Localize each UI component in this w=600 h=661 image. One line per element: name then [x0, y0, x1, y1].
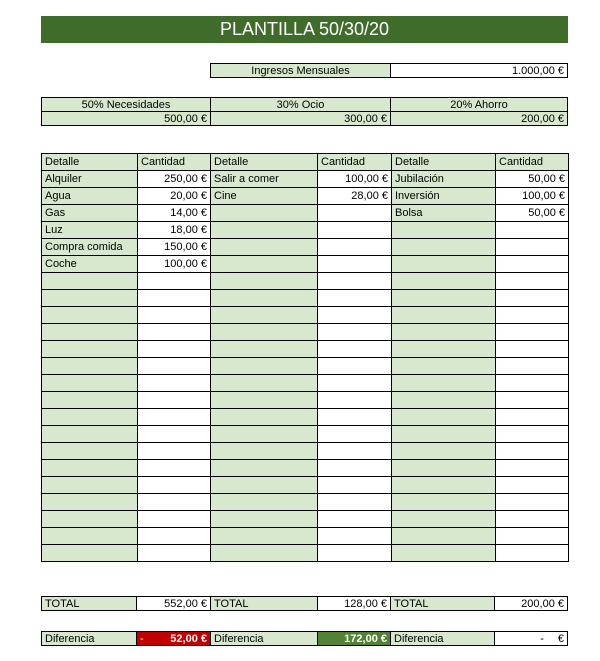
diff-leisure-label[interactable]: Diferencia [210, 631, 318, 646]
amount-cell[interactable] [138, 545, 211, 562]
amount-cell[interactable] [318, 205, 392, 222]
table-row [42, 273, 569, 290]
detail-cell[interactable] [42, 358, 138, 375]
amount-cell[interactable] [138, 460, 211, 477]
detail-cell[interactable] [211, 426, 318, 443]
amount-cell[interactable] [496, 443, 569, 460]
amount-cell[interactable] [318, 324, 392, 341]
amount-cell[interactable] [138, 494, 211, 511]
detail-cell[interactable] [211, 494, 318, 511]
amount-cell[interactable] [318, 307, 392, 324]
amount-cell[interactable] [318, 392, 392, 409]
detail-cell[interactable] [42, 307, 138, 324]
table-row [42, 511, 569, 528]
amount-cell[interactable] [138, 477, 211, 494]
table-row [42, 341, 569, 358]
detail-cell[interactable] [211, 239, 318, 256]
amount-cell[interactable] [318, 256, 392, 273]
amount-cell[interactable] [496, 307, 569, 324]
amount-cell[interactable] [496, 392, 569, 409]
detail-cell[interactable] [392, 307, 496, 324]
diff-savings-sign: - [540, 633, 544, 645]
detail-cell[interactable] [392, 375, 496, 392]
detail-cell[interactable] [42, 511, 138, 528]
detail-cell[interactable] [211, 205, 318, 222]
diff-leisure-value[interactable]: 172,00 € [317, 631, 391, 646]
detail-cell[interactable] [211, 375, 318, 392]
amount-cell[interactable]: 28,00 € [318, 188, 392, 205]
total-needs-label[interactable]: TOTAL [41, 596, 137, 611]
table-header-row [42, 154, 569, 171]
amount-cell[interactable]: 18,00 € [138, 222, 211, 239]
amount-cell[interactable] [138, 392, 211, 409]
table-row [42, 392, 569, 409]
amount-cell[interactable] [496, 239, 569, 256]
detail-cell[interactable] [392, 324, 496, 341]
detail-cell[interactable] [42, 528, 138, 545]
table-row [42, 324, 569, 341]
amount-cell[interactable] [318, 222, 392, 239]
detail-cell[interactable] [392, 392, 496, 409]
amount-cell[interactable] [496, 324, 569, 341]
detail-cell[interactable] [42, 392, 138, 409]
table-row [42, 205, 569, 222]
detail-cell[interactable]: Inversión [392, 188, 496, 205]
table-row [42, 545, 569, 562]
detail-cell[interactable] [211, 222, 318, 239]
amount-cell[interactable] [318, 375, 392, 392]
total-savings-value[interactable]: 200,00 € [494, 596, 568, 611]
column-header[interactable]: Cantidad [318, 154, 392, 171]
detail-cell[interactable] [211, 545, 318, 562]
detail-cell[interactable] [211, 290, 318, 307]
amount-cell[interactable]: 150,00 € [138, 239, 211, 256]
detail-cell[interactable] [42, 545, 138, 562]
detail-cell[interactable] [42, 409, 138, 426]
detail-cell[interactable] [211, 358, 318, 375]
amount-cell[interactable] [138, 443, 211, 460]
detail-cell[interactable]: Alquiler [42, 171, 138, 188]
amount-cell[interactable] [496, 511, 569, 528]
amount-cell[interactable] [318, 545, 392, 562]
amount-cell[interactable] [318, 290, 392, 307]
detail-cell[interactable] [42, 443, 138, 460]
amount-cell[interactable] [496, 222, 569, 239]
detail-cell[interactable] [211, 460, 318, 477]
amount-cell[interactable] [496, 358, 569, 375]
amount-cell[interactable]: 250,00 € [138, 171, 211, 188]
detail-cell[interactable] [211, 341, 318, 358]
amount-cell[interactable] [318, 443, 392, 460]
detail-cell[interactable] [211, 511, 318, 528]
detail-cell[interactable] [42, 494, 138, 511]
total-savings-label[interactable]: TOTAL [390, 596, 495, 611]
category-needs-amount[interactable]: 500,00 € [41, 111, 211, 126]
detail-cell[interactable] [392, 494, 496, 511]
column-header[interactable]: Detalle [211, 154, 318, 171]
amount-cell[interactable] [496, 477, 569, 494]
column-header[interactable]: Cantidad [496, 154, 569, 171]
detail-cell[interactable] [392, 273, 496, 290]
amount-cell[interactable] [318, 409, 392, 426]
amount-cell[interactable] [496, 409, 569, 426]
amount-cell[interactable] [138, 341, 211, 358]
detail-cell[interactable]: Jubilación [392, 171, 496, 188]
amount-cell[interactable] [138, 426, 211, 443]
column-header[interactable]: Cantidad [138, 154, 211, 171]
detail-cell[interactable] [211, 307, 318, 324]
table-row [42, 460, 569, 477]
diff-savings-value[interactable] [494, 631, 568, 646]
detail-cell[interactable] [42, 324, 138, 341]
amount-cell[interactable] [138, 307, 211, 324]
diff-needs-sign: - [140, 633, 144, 645]
amount-cell[interactable] [318, 426, 392, 443]
amount-cell[interactable] [496, 256, 569, 273]
detail-cell[interactable]: Bolsa [392, 205, 496, 222]
table-row [42, 290, 569, 307]
diff-savings-amount: € [557, 633, 564, 645]
amount-cell[interactable] [318, 460, 392, 477]
detail-cell[interactable] [392, 290, 496, 307]
detail-cell[interactable] [211, 324, 318, 341]
detail-cell[interactable] [211, 392, 318, 409]
category-savings-label[interactable]: 20% Ahorro [390, 97, 568, 112]
amount-cell[interactable] [138, 409, 211, 426]
amount-cell[interactable] [496, 528, 569, 545]
detail-cell[interactable]: Agua [42, 188, 138, 205]
income-label[interactable]: Ingresos Mensuales [210, 63, 391, 78]
amount-cell[interactable]: 50,00 € [496, 205, 569, 222]
amount-cell[interactable]: 100,00 € [496, 188, 569, 205]
amount-cell[interactable] [496, 460, 569, 477]
total-leisure-label[interactable]: TOTAL [210, 596, 318, 611]
detail-cell[interactable] [392, 443, 496, 460]
total-leisure-value[interactable]: 128,00 € [317, 596, 391, 611]
detail-cell[interactable] [392, 511, 496, 528]
amount-cell[interactable] [496, 426, 569, 443]
amount-cell[interactable] [138, 290, 211, 307]
amount-cell[interactable] [138, 528, 211, 545]
income-value[interactable]: 1.000,00 € [390, 63, 568, 78]
amount-cell[interactable] [496, 341, 569, 358]
table-row [42, 375, 569, 392]
diff-needs-label[interactable]: Diferencia [41, 631, 137, 646]
detail-cell[interactable] [392, 426, 496, 443]
detail-cell[interactable] [42, 341, 138, 358]
detail-cell[interactable] [392, 341, 496, 358]
table-row [42, 477, 569, 494]
category-needs-label[interactable]: 50% Necesidades [41, 97, 211, 112]
table-row [42, 222, 569, 239]
amount-cell[interactable] [496, 375, 569, 392]
amount-cell[interactable] [318, 494, 392, 511]
total-needs-value[interactable]: 552,00 € [136, 596, 211, 611]
table-row [42, 171, 569, 188]
table-row [42, 358, 569, 375]
table-row [42, 494, 569, 511]
amount-cell[interactable] [318, 528, 392, 545]
detail-cell[interactable]: Gas [42, 205, 138, 222]
detail-cell[interactable] [392, 222, 496, 239]
amount-cell[interactable] [496, 273, 569, 290]
detail-cell[interactable]: Compra comida [42, 239, 138, 256]
detail-cell[interactable] [211, 477, 318, 494]
table-row [42, 239, 569, 256]
table-row [42, 188, 569, 205]
table-row [42, 409, 569, 426]
detail-cell[interactable] [42, 273, 138, 290]
sheet-title: PLANTILLA 50/30/20 [41, 16, 568, 43]
category-savings-amount[interactable]: 200,00 € [390, 111, 568, 126]
detail-cell[interactable] [42, 477, 138, 494]
detail-cell[interactable] [392, 256, 496, 273]
detail-cell[interactable]: Salir a comer [211, 171, 318, 188]
amount-cell[interactable] [318, 477, 392, 494]
table-row [42, 426, 569, 443]
table-row [42, 443, 569, 460]
detail-cell[interactable] [392, 239, 496, 256]
column-header[interactable]: Detalle [392, 154, 496, 171]
table-row [42, 256, 569, 273]
amount-cell[interactable] [318, 273, 392, 290]
detail-cell[interactable] [42, 426, 138, 443]
detail-cell[interactable] [392, 460, 496, 477]
amount-cell[interactable]: 100,00 € [318, 171, 392, 188]
detail-cell[interactable] [392, 477, 496, 494]
amount-cell[interactable] [496, 290, 569, 307]
detail-cell[interactable] [42, 290, 138, 307]
category-leisure-amount[interactable]: 300,00 € [210, 111, 391, 126]
detail-cell[interactable]: Coche [42, 256, 138, 273]
table-row [42, 528, 569, 545]
amount-cell[interactable] [138, 511, 211, 528]
amount-cell[interactable] [318, 239, 392, 256]
diff-savings-label[interactable]: Diferencia [390, 631, 495, 646]
amount-cell[interactable] [138, 375, 211, 392]
detail-cell[interactable] [392, 545, 496, 562]
detail-cell[interactable] [211, 528, 318, 545]
amount-cell[interactable] [318, 358, 392, 375]
detail-cell[interactable]: Cine [211, 188, 318, 205]
detail-cell[interactable] [211, 443, 318, 460]
amount-cell[interactable] [318, 511, 392, 528]
detail-cell[interactable] [211, 409, 318, 426]
amount-cell[interactable] [138, 324, 211, 341]
category-leisure-label[interactable]: 30% Ocio [210, 97, 391, 112]
diff-needs-value[interactable] [136, 631, 211, 646]
amount-cell[interactable] [138, 273, 211, 290]
detail-cell[interactable] [42, 460, 138, 477]
detail-cell[interactable] [211, 256, 318, 273]
amount-cell[interactable]: 20,00 € [138, 188, 211, 205]
amount-cell[interactable] [318, 341, 392, 358]
detail-cell[interactable] [392, 528, 496, 545]
expense-table [41, 153, 569, 562]
detail-cell[interactable] [392, 409, 496, 426]
amount-cell[interactable] [496, 494, 569, 511]
detail-cell[interactable]: Luz [42, 222, 138, 239]
table-row [42, 307, 569, 324]
diff-needs-amount: 52,00 € [170, 633, 207, 645]
detail-cell[interactable] [42, 375, 138, 392]
amount-cell[interactable]: 14,00 € [138, 205, 211, 222]
detail-cell[interactable] [211, 273, 318, 290]
detail-cell[interactable] [392, 358, 496, 375]
amount-cell[interactable] [138, 358, 211, 375]
amount-cell[interactable]: 100,00 € [138, 256, 211, 273]
amount-cell[interactable]: 50,00 € [496, 171, 569, 188]
column-header[interactable]: Detalle [42, 154, 138, 171]
amount-cell[interactable] [496, 545, 569, 562]
